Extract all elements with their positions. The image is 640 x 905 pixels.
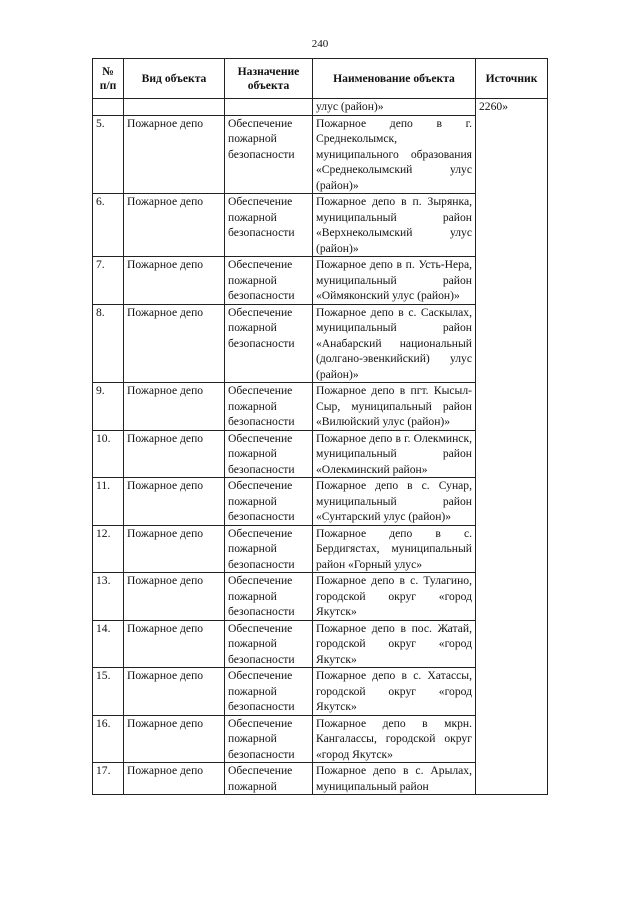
table-row bbox=[93, 525, 548, 573]
table-cell-name: Пожарное депо в п. Усть-Нера, муниципальный район «Оймяконский улус (район)» bbox=[313, 257, 476, 305]
table-cell-name: Пожарное депо в г. Олекминск, муниципальный район «Олекминский район» bbox=[313, 430, 476, 478]
table-cell-source bbox=[476, 257, 548, 305]
table-cell-type: Пожарное депо bbox=[124, 115, 225, 194]
header-purpose: Назначение объекта bbox=[225, 59, 313, 99]
table-cell-num: 13. bbox=[93, 573, 124, 621]
table-cell-num: 14. bbox=[93, 620, 124, 668]
table-cell-num: 12. bbox=[93, 525, 124, 573]
table-cell-name: Пожарное депо в с. Сунар, муниципальный район «Сунтарский улус (район)» bbox=[313, 478, 476, 526]
table-cell-type: Пожарное депо bbox=[124, 257, 225, 305]
page-number: 240 bbox=[311, 38, 329, 50]
table-cell-num: 8. bbox=[93, 304, 124, 383]
table-cell-source bbox=[476, 620, 548, 668]
table-row bbox=[93, 763, 548, 795]
table-cell-type: Пожарное депо bbox=[124, 620, 225, 668]
table-cell-type: Пожарное депо bbox=[124, 763, 225, 795]
table-row bbox=[93, 257, 548, 305]
table-row bbox=[93, 715, 548, 763]
table-cell-purpose: Обеспечение пожарной bbox=[225, 763, 313, 795]
table-header-row bbox=[93, 59, 548, 99]
table-cell-purpose: Обеспечение пожарной безопасности bbox=[225, 257, 313, 305]
table-cell-type: Пожарное депо bbox=[124, 478, 225, 526]
table-cell-source bbox=[476, 115, 548, 194]
table-cell bbox=[93, 99, 124, 116]
table-cell-purpose: Обеспечение пожарной безопасности bbox=[225, 194, 313, 257]
header-type: Вид объекта bbox=[124, 59, 225, 99]
table-cell-name: Пожарное депо в п. Зырянка, муниципальный район «Верхнеколымский улус (район)» bbox=[313, 194, 476, 257]
table-cell-name: Пожарное депо в с. Саскылах, муниципальный район «Анабарский национальный (долгано-эвенкийский) улус (район)» bbox=[313, 304, 476, 383]
table-cell-name: Пожарное депо в с. Хатассы, городской округ «город Якутск» bbox=[313, 668, 476, 716]
table-row bbox=[93, 478, 548, 526]
table-cell-type: Пожарное депо bbox=[124, 573, 225, 621]
table-row bbox=[93, 668, 548, 716]
table-cell-num: 15. bbox=[93, 668, 124, 716]
table-cell-purpose: Обеспечение пожарной безопасности bbox=[225, 573, 313, 621]
table-cell-name: Пожарное депо в пгт. Кысыл-Сыр, муниципальный район «Вилюйский улус (район)» bbox=[313, 383, 476, 431]
table-row bbox=[93, 304, 548, 383]
table-cell-num: 16. bbox=[93, 715, 124, 763]
table-row bbox=[93, 430, 548, 478]
table-cell-num: 9. bbox=[93, 383, 124, 431]
table-cell-source bbox=[476, 430, 548, 478]
table-cell-name: Пожарное депо в мкрн. Кангалассы, городской округ «город Якутск» bbox=[313, 715, 476, 763]
table-cell-source: 2260» bbox=[476, 99, 548, 116]
continuation-row bbox=[93, 99, 548, 116]
table-cell-source bbox=[476, 573, 548, 621]
table-cell-purpose: Обеспечение пожарной безопасности bbox=[225, 115, 313, 194]
table-row bbox=[93, 194, 548, 257]
table-cell-num: 17. bbox=[93, 763, 124, 795]
table-cell-source bbox=[476, 668, 548, 716]
table-cell-source bbox=[476, 763, 548, 795]
table-cell-type: Пожарное депо bbox=[124, 715, 225, 763]
table-cell-purpose: Обеспечение пожарной безопасности bbox=[225, 525, 313, 573]
table-cell-purpose: Обеспечение пожарной безопасности bbox=[225, 620, 313, 668]
table-cell-name: Пожарное депо в с. Бердигястах, муниципальный район «Горный улус» bbox=[313, 525, 476, 573]
table-cell-name: Пожарное депо в с. Тулагино, городской округ «город Якутск» bbox=[313, 573, 476, 621]
table-cell-type: Пожарное депо bbox=[124, 430, 225, 478]
table-cell-num: 10. bbox=[93, 430, 124, 478]
table-cell-name: Пожарное депо в г. Среднеколымск, муниципального образования «Среднеколымский улус (район)» bbox=[313, 115, 476, 194]
header-num: № п/п bbox=[93, 59, 124, 99]
table-row bbox=[93, 620, 548, 668]
objects-table bbox=[92, 58, 548, 795]
table-cell-type: Пожарное депо bbox=[124, 668, 225, 716]
table-cell-source bbox=[476, 194, 548, 257]
table-cell-source bbox=[476, 478, 548, 526]
table-cell-name: Пожарное депо в с. Арылах, муниципальный район bbox=[313, 763, 476, 795]
table-cell-source bbox=[476, 525, 548, 573]
table-cell-purpose: Обеспечение пожарной безопасности bbox=[225, 668, 313, 716]
table-cell-source bbox=[476, 715, 548, 763]
table-cell-purpose: Обеспечение пожарной безопасности bbox=[225, 715, 313, 763]
table-cell-source bbox=[476, 304, 548, 383]
table-cell bbox=[225, 99, 313, 116]
header-name: Наименование объекта bbox=[313, 59, 476, 99]
table-cell-source bbox=[476, 383, 548, 431]
table-cell-type: Пожарное депо bbox=[124, 194, 225, 257]
table-cell-num: 7. bbox=[93, 257, 124, 305]
table-cell-num: 5. bbox=[93, 115, 124, 194]
table-row bbox=[93, 573, 548, 621]
table-cell-type: Пожарное депо bbox=[124, 383, 225, 431]
table-cell-purpose: Обеспечение пожарной безопасности bbox=[225, 304, 313, 383]
table-row bbox=[93, 115, 548, 194]
table-cell-purpose: Обеспечение пожарной безопасности bbox=[225, 430, 313, 478]
table-cell bbox=[124, 99, 225, 116]
table-cell-num: 6. bbox=[93, 194, 124, 257]
table-cell-name: Пожарное депо в пос. Жатай, городской округ «город Якутск» bbox=[313, 620, 476, 668]
table-cell-num: 11. bbox=[93, 478, 124, 526]
header-source: Источник bbox=[476, 59, 548, 99]
table-cell-purpose: Обеспечение пожарной безопасности bbox=[225, 478, 313, 526]
table-cell-type: Пожарное депо bbox=[124, 525, 225, 573]
table-cell-name: улус (район)» bbox=[313, 99, 476, 116]
table-cell-type: Пожарное депо bbox=[124, 304, 225, 383]
table-row bbox=[93, 383, 548, 431]
table-cell-purpose: Обеспечение пожарной безопасности bbox=[225, 383, 313, 431]
